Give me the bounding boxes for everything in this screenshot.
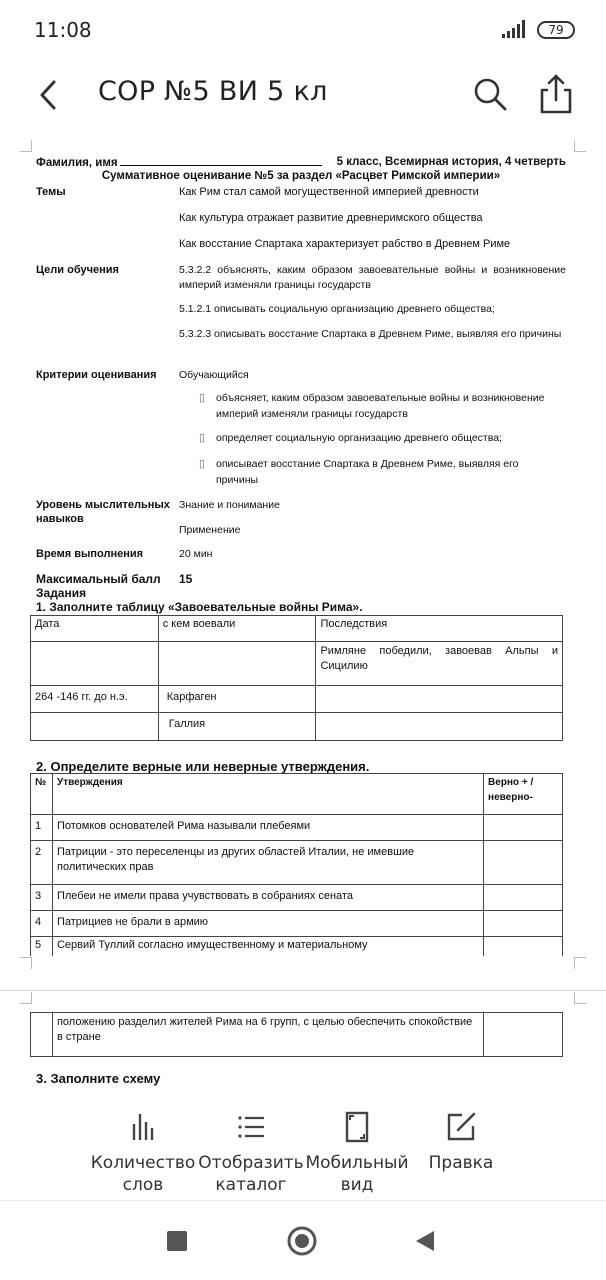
- page-corner: [574, 992, 586, 1004]
- task2-title: 2. Определите верные или неверные утверждения.: [36, 759, 370, 774]
- back-icon[interactable]: [34, 78, 64, 112]
- top-toolbar: [0, 60, 606, 130]
- statement-text: Патриции - это переселенцы из других областей Италии, не имевшие политических прав: [52, 841, 483, 885]
- task1-title: 1. Заполните таблицу «Завоевательные войны Рима».: [36, 600, 363, 614]
- edit-button[interactable]: [406, 1110, 516, 1174]
- bullet-icon: ▯: [199, 458, 205, 470]
- statement-text: положению разделил жителей Рима на 6 групп, с целью обеспечить спокойствие в стране: [52, 1013, 483, 1057]
- table-row: [31, 841, 563, 885]
- document-header: [36, 156, 566, 182]
- page-corner: [574, 140, 586, 152]
- table-cell[interactable]: [31, 642, 159, 686]
- system-nav-bar: [0, 1200, 606, 1280]
- table-header-cell: Утверждения: [52, 774, 483, 815]
- task2-table: [30, 773, 563, 956]
- bottom-action-bar: [0, 1090, 606, 1200]
- show-catalog-label: Отобразить каталог: [198, 1153, 304, 1195]
- table-header-cell: Верно + /неверно-: [484, 774, 563, 815]
- recents-button[interactable]: [167, 1231, 187, 1251]
- row-number: 3: [31, 885, 53, 911]
- table-header-cell: №: [31, 774, 53, 815]
- statement-text: Сервий Туллий согласно имущественному и материальному: [52, 937, 483, 956]
- page-corner: [20, 992, 32, 1004]
- row-number: 5: [31, 937, 53, 956]
- header-assessment-title: Суммативное оценивание №5 за раздел «Расцвет Римской империи»: [101, 170, 501, 182]
- row-number: 1: [31, 815, 53, 841]
- theme-item: Как культура отражает развитие древнеримского общества: [179, 212, 483, 224]
- mobile-view-label: Мобильный вид: [305, 1153, 409, 1195]
- table-header-cell: Дата: [31, 616, 159, 642]
- table-header-row: [31, 616, 563, 642]
- answer-cell[interactable]: [484, 815, 563, 841]
- criteria-item: определяет социальную организацию древнего общества;: [216, 432, 502, 444]
- goal-item: 5.3.2.3 описывать восстание Спартака в Древнем Риме, выявляя его причины: [179, 328, 562, 340]
- document-title: СОР №5 ВИ 5 кл: [98, 76, 328, 107]
- header-name-label: Фамилия, имя: [36, 157, 118, 169]
- edit-label: Правка: [428, 1153, 494, 1173]
- table-row: [31, 1013, 563, 1057]
- table-row: [31, 911, 563, 937]
- max-score-value: 15: [179, 572, 193, 586]
- home-button[interactable]: [286, 1225, 318, 1257]
- table-row: [31, 815, 563, 841]
- thinking-label: Уровень мыслительных навыков: [36, 499, 170, 525]
- back-nav-button[interactable]: [414, 1229, 436, 1253]
- answer-cell[interactable]: [484, 885, 563, 911]
- table-cell: Галлия: [158, 713, 316, 741]
- goal-item: 5.1.2.1 описывать социальную организацию древнего общества;: [179, 303, 495, 315]
- table-header-row: [31, 774, 563, 815]
- name-blank-line: [120, 156, 322, 166]
- table-row: [31, 642, 563, 686]
- row-number: 2: [31, 841, 53, 885]
- time-label: Время выполнения: [36, 548, 144, 560]
- goal-item: 5.3.2.2 объяснять, каким образом завоевательные войны и возникновение империй изменяли границы государств: [179, 264, 566, 291]
- table-cell[interactable]: [158, 642, 316, 686]
- table-row: [31, 937, 563, 956]
- row-number: 4: [31, 911, 53, 937]
- header-class-info: 5 класс, Всемирная история, 4 четверть: [336, 156, 566, 168]
- task3-title: 3. Заполните схему: [36, 1071, 161, 1086]
- criteria-item: объясняет, каким образом завоевательные войны и возникновение империй изменяли границы государств: [216, 392, 545, 420]
- battery-icon: 79: [537, 21, 575, 39]
- statement-text: Потомков основателей Рима называли плебеями: [52, 815, 483, 841]
- table-cell[interactable]: [316, 713, 563, 741]
- statement-text: Плебеи не имели права учувствовать в собраниях сената: [52, 885, 483, 911]
- signal-icon: [500, 20, 528, 38]
- status-bar: [0, 0, 606, 56]
- statement-text: Патрициев не брали в армию: [52, 911, 483, 937]
- table-cell: Карфаген: [158, 686, 316, 713]
- table-header-cell: с кем воевали: [158, 616, 316, 642]
- search-icon[interactable]: [472, 76, 508, 112]
- theme-item: Как восстание Спартака характеризует рабство в Древнем Риме: [179, 238, 511, 250]
- task2-table-continued: [30, 1012, 563, 1057]
- row-number: [31, 1013, 53, 1057]
- goals-label: Цели обучения: [36, 264, 119, 276]
- page-corner: [574, 957, 586, 969]
- max-score-label: Максимальный балл: [36, 572, 161, 586]
- tasks-label: Задания: [36, 586, 87, 600]
- answer-cell[interactable]: [484, 1013, 563, 1057]
- table-cell[interactable]: [31, 713, 159, 741]
- answer-cell[interactable]: [484, 841, 563, 885]
- page-corner: [20, 140, 32, 152]
- word-count-button[interactable]: [88, 1110, 198, 1196]
- thinking-item: Применение: [179, 524, 241, 536]
- mobile-view-icon: [340, 1110, 374, 1144]
- share-icon[interactable]: [536, 72, 576, 116]
- bullet-icon: ▯: [199, 392, 205, 404]
- answer-cell[interactable]: [484, 937, 563, 956]
- table-cell[interactable]: [316, 686, 563, 713]
- criteria-item: описывает восстание Спартака в Древнем Риме, выявляя его причины: [216, 458, 519, 486]
- table-cell: 264 -146 гг. до н.э.: [31, 686, 159, 713]
- mobile-view-button[interactable]: [302, 1110, 412, 1196]
- table-row: [31, 686, 563, 713]
- edit-icon: [444, 1110, 478, 1144]
- answer-cell[interactable]: [484, 911, 563, 937]
- show-catalog-button[interactable]: [196, 1110, 306, 1196]
- thinking-item: Знание и понимание: [179, 499, 280, 511]
- table-header-cell: Последствия: [316, 616, 563, 642]
- criteria-label: Критерии оценивания: [36, 369, 157, 381]
- bar-chart-icon: [126, 1110, 160, 1144]
- list-icon: [234, 1110, 268, 1144]
- bullet-icon: ▯: [199, 432, 205, 444]
- word-count-label: Количество слов: [90, 1153, 196, 1195]
- criteria-intro: Обучающийся: [179, 369, 249, 381]
- table-row: [31, 713, 563, 741]
- page-corner: [20, 957, 32, 969]
- task1-table: [30, 615, 563, 741]
- time-value: 20 мин: [179, 548, 213, 560]
- table-cell: Римляне победили, завоевав Альпы и Сицилию: [316, 642, 563, 686]
- table-row: [31, 885, 563, 911]
- themes-label: Темы: [36, 186, 66, 198]
- status-time: 11:08: [34, 18, 92, 42]
- theme-item: Как Рим стал самой могущественной империей древности: [179, 186, 479, 198]
